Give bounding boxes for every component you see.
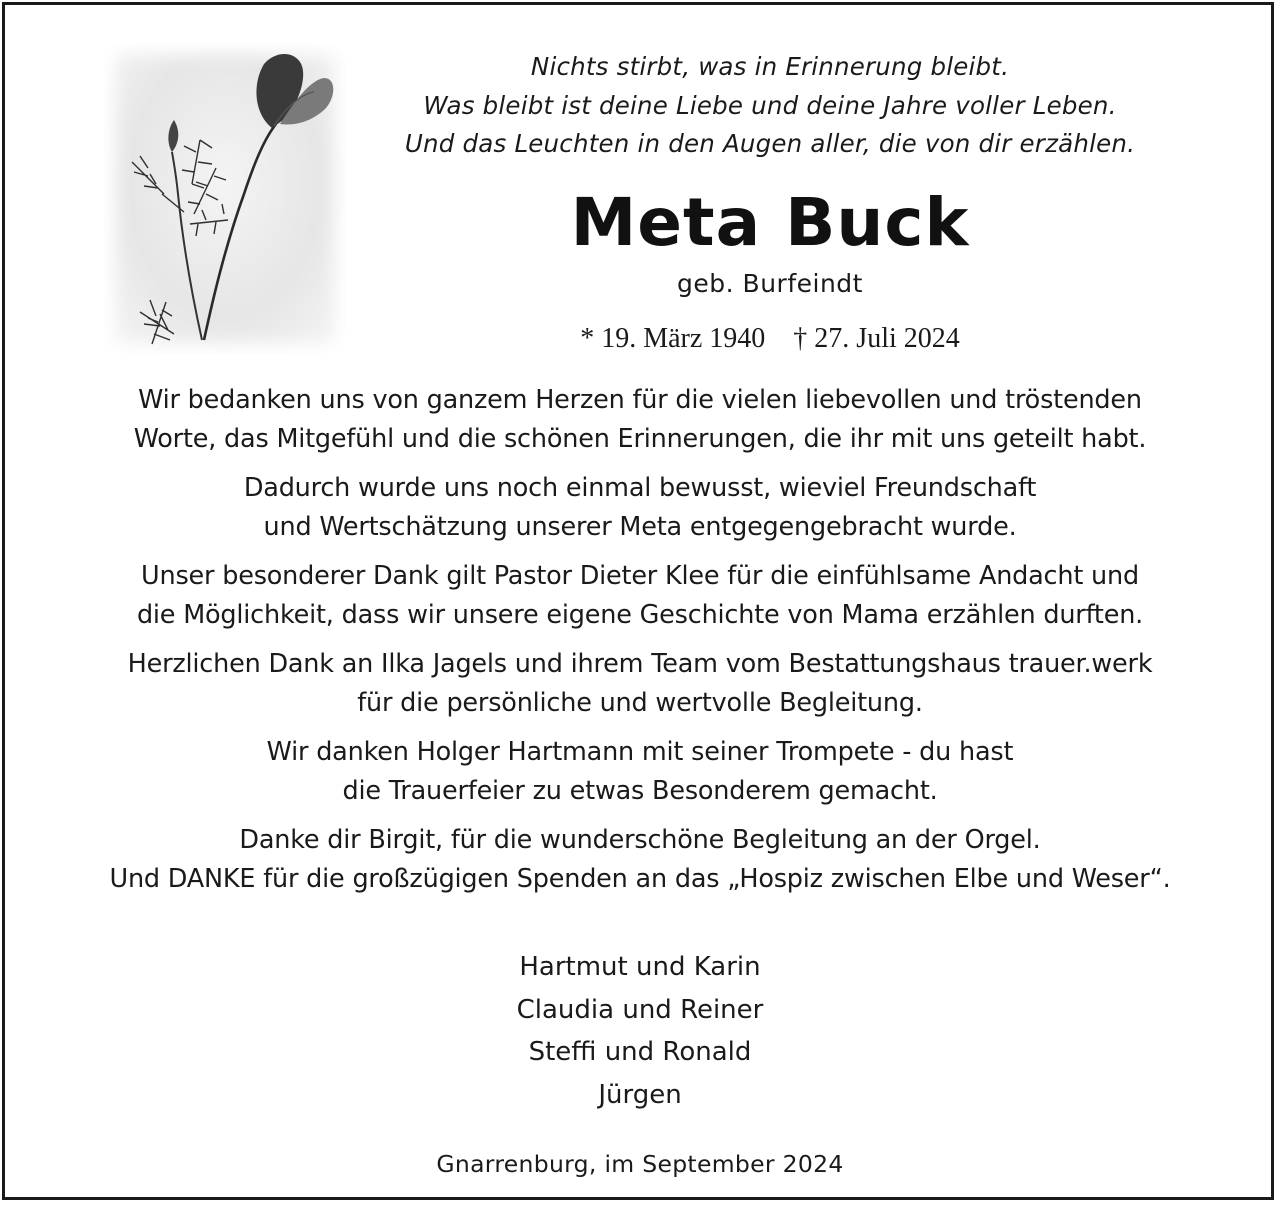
mourner-name: Jürgen bbox=[598, 1079, 682, 1110]
mourner-name: Hartmut und Karin bbox=[519, 952, 761, 982]
thanks-paragraph bbox=[20, 645, 1260, 723]
place-and-date: Gnarrenburg, im September 2024 bbox=[436, 1150, 844, 1178]
poem-line: Nichts stirbt, was in Erinnerung bleibt. bbox=[530, 52, 1010, 81]
poem-line: Und das Leuchten in den Augen aller, die von dir erzählen. bbox=[404, 129, 1136, 158]
thanks-line: Wir bedanken uns von ganzem Herzen für die vielen liebevollen und tröstenden bbox=[138, 385, 1142, 415]
thanks-line: Herzlichen Dank an Ilka Jagels und ihrem Team vom Bestattungshaus trauer.werk bbox=[127, 649, 1153, 679]
mourners-list bbox=[360, 946, 920, 1116]
thanks-paragraph bbox=[20, 381, 1260, 459]
thanks-paragraph bbox=[20, 469, 1260, 547]
thanks-line: Wir danken Holger Hartmann mit seiner Trompete - du hast bbox=[266, 737, 1014, 767]
thanks-line: Dadurch wurde uns noch einmal bewusst, wieviel Freundschaft bbox=[243, 473, 1037, 503]
death-date: † 27. Juli 2024 bbox=[793, 323, 960, 354]
flower-photo bbox=[104, 44, 346, 354]
thanks-line: die Trauerfeier zu etwas Besonderem gemacht. bbox=[342, 776, 938, 806]
thanks-paragraph bbox=[20, 821, 1260, 899]
thanks-line: Unser besonderer Dank gilt Pastor Dieter Klee für die einfühlsame Andacht und bbox=[141, 561, 1139, 591]
thanks-line: Danke dir Birgit, für die wunderschöne Begleitung an der Orgel. bbox=[239, 825, 1041, 855]
poem-line: Was bleibt ist deine Liebe und deine Jahre voller Leben. bbox=[423, 90, 1117, 120]
mourner-name: Steffi und Ronald bbox=[528, 1037, 752, 1067]
poppy-flower-icon bbox=[104, 44, 346, 354]
thanks-paragraph bbox=[20, 733, 1260, 811]
thank-you-text bbox=[20, 381, 1260, 909]
thanks-line: und Wertschätzung unserer Meta entgegengebracht wurde. bbox=[263, 512, 1017, 542]
mourner-name: Claudia und Reiner bbox=[516, 994, 764, 1025]
life-dates bbox=[360, 320, 1180, 358]
thanks-line: die Möglichkeit, dass wir unsere eigene Geschichte von Mama erzählen durften. bbox=[136, 600, 1144, 630]
deceased-name: Meta Buck bbox=[570, 184, 970, 261]
thanks-line: Worte, das Mitgefühl und die schönen Erinnerungen, die ihr mit uns geteilt habt. bbox=[133, 424, 1147, 454]
memorial-poem bbox=[360, 48, 1180, 164]
thanks-line: für die persönliche und wertvolle Begleitung. bbox=[357, 688, 923, 718]
maiden-name: geb. Burfeindt bbox=[677, 269, 863, 298]
birth-date: * 19. März 1940 bbox=[580, 323, 766, 354]
thanks-paragraph bbox=[20, 557, 1260, 635]
thanks-line: Und DANKE für die großzügigen Spenden an das „Hospiz zwischen Elbe und Weser“. bbox=[109, 864, 1171, 894]
